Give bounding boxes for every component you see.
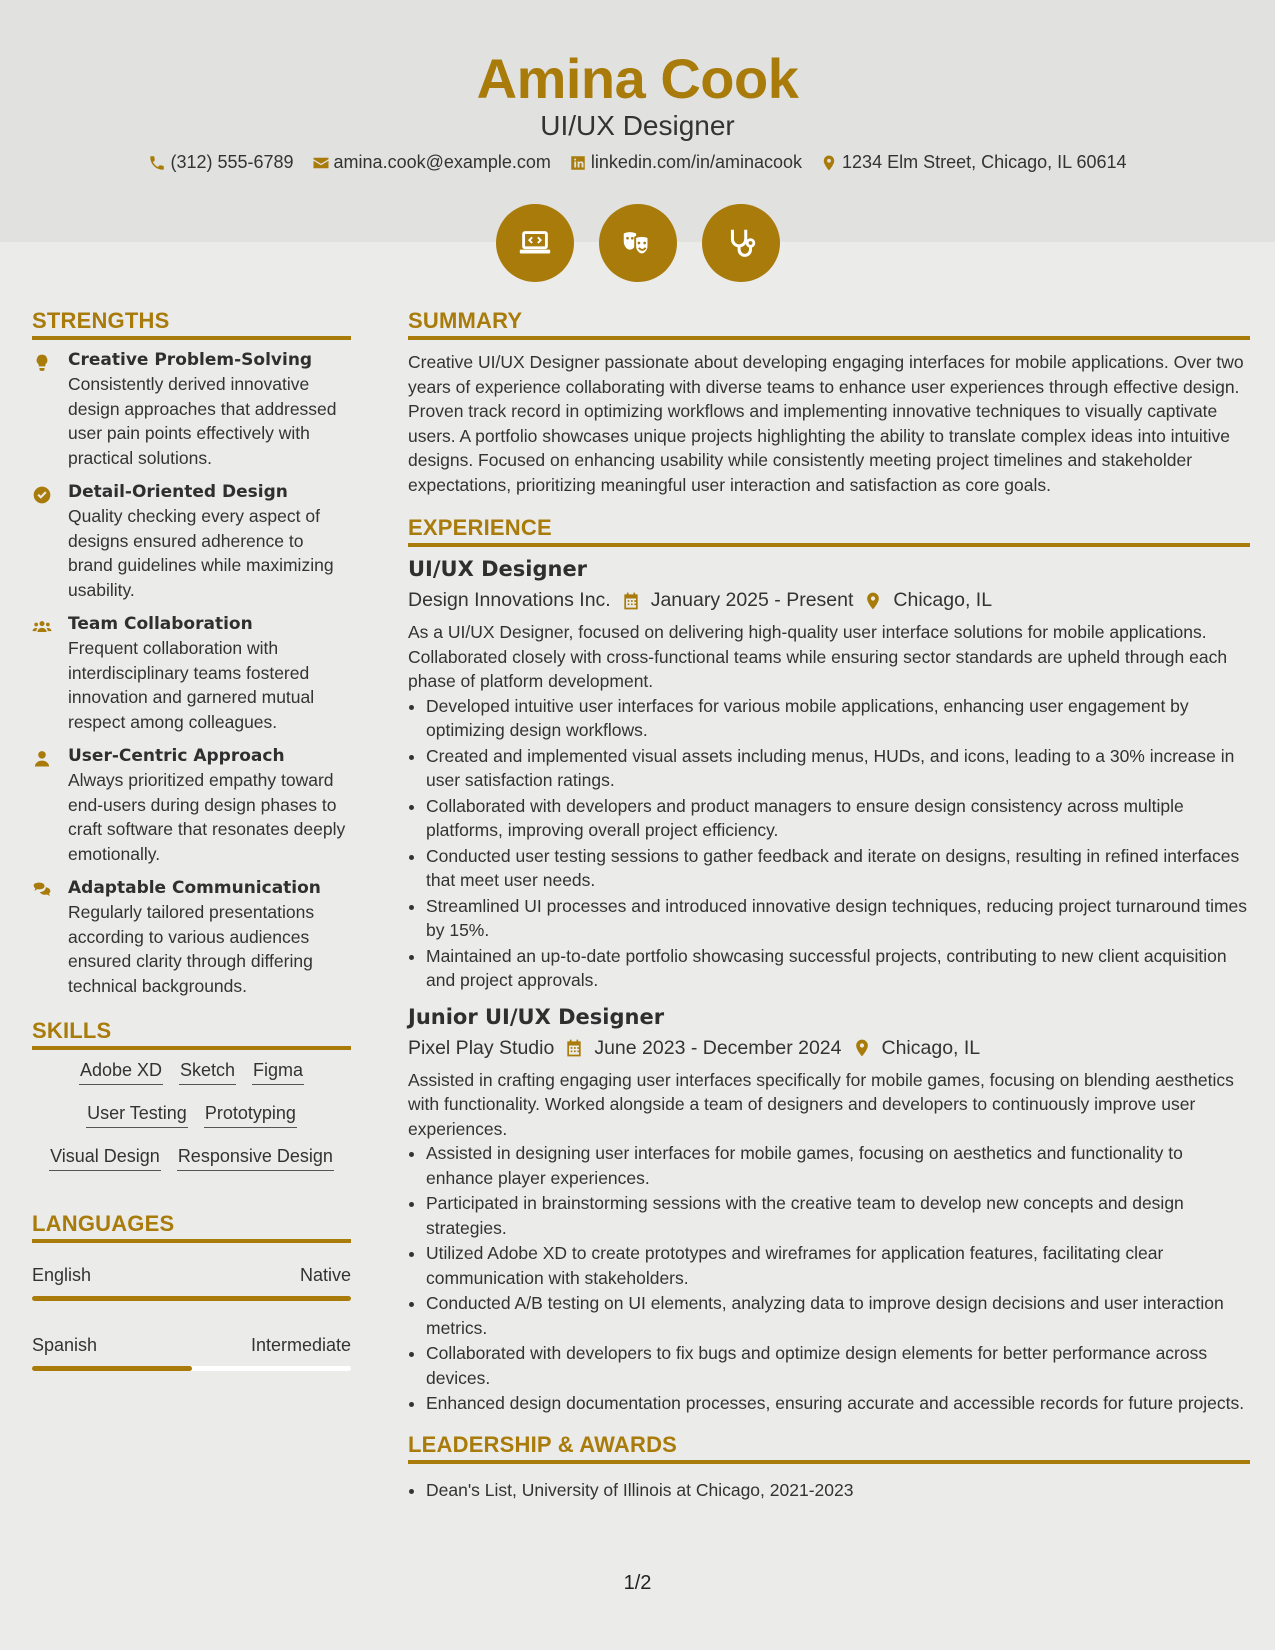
strength-title: Detail-Oriented Design <box>68 482 288 502</box>
candidate-name: Amina Cook <box>476 47 799 110</box>
calendar-icon <box>564 1038 584 1058</box>
list-item: • Conducted user testing sessions to gather feedback and iterate on designs, resulting in refined interfaces that meet user needs. <box>426 844 1250 893</box>
job-entry <box>408 557 1250 993</box>
language-item <box>32 1265 351 1301</box>
language-level: Intermediate <box>250 1335 351 1355</box>
job-meta <box>408 589 1250 612</box>
summary-text: Creative UI/UX Designer passionate about developing engaging interfaces for mobile applications. Over two years of experience collaborating with diverse teams to enhance user experiences through effective design. Proven track record in optimizing workflows and implementing innovative techniques to visually captivate users. A portfolio showcases unique projects highlighting the ability to translate complex ideas into intuitive designs. Focused on enhancing usability while consistently meeting project timelines and stakeholder expectations, prioritizing meaningful user interaction and satisfaction as core goals. <box>408 352 1244 495</box>
strength-desc: Quality checking every aspect of designs ensured adherence to brand guidelines while maximizing usability. <box>68 506 334 600</box>
check-circle-icon <box>32 485 52 505</box>
skill-tag: Adobe XD <box>79 1060 163 1085</box>
strength-item <box>32 614 351 734</box>
languages-heading: LANGUAGES <box>32 1211 351 1243</box>
interest-icons <box>0 204 1275 282</box>
strength-item <box>32 746 351 866</box>
language-bar <box>32 1366 351 1371</box>
strength-title: Adaptable Communication <box>68 878 321 898</box>
strength-item <box>32 350 351 470</box>
map-marker-icon <box>863 591 883 611</box>
map-marker-icon <box>852 1038 872 1058</box>
contact-linkedin[interactable] <box>569 152 802 173</box>
contact-phone[interactable] <box>148 152 293 173</box>
leadership-list <box>408 1478 1250 1503</box>
users-icon <box>32 617 52 637</box>
contact-phone-text: (312) 555-6789 <box>170 152 294 172</box>
envelope-icon <box>312 154 330 172</box>
contact-linkedin-text: linkedin.com/in/aminacook <box>590 152 803 172</box>
job-role: Junior UI/UX Designer <box>408 1004 665 1029</box>
stethoscope-icon <box>702 204 780 282</box>
contact-address <box>820 152 1127 173</box>
job-location: Chicago, IL <box>893 589 993 611</box>
language-bar-fill <box>32 1366 192 1371</box>
language-item <box>32 1335 351 1371</box>
list-item: • Collaborated with developers and product managers to ensure design consistency across multiple platforms, improving overall project efficiency. <box>426 794 1250 843</box>
job-company: Design Innovations Inc. <box>408 589 611 611</box>
job-company: Pixel Play Studio <box>408 1036 555 1059</box>
list-item: • Participated in brainstorming sessions with the creative team to develop new concepts and design strategies. <box>426 1191 1250 1240</box>
list-item: • Enhanced design documentation processes, ensuring accurate and accessible records for future projects. <box>426 1391 1250 1416</box>
experience-heading: EXPERIENCE <box>408 515 1250 547</box>
theater-masks-icon <box>599 204 677 282</box>
comments-icon <box>32 881 52 901</box>
right-column <box>408 308 1250 1503</box>
list-item: • Streamlined UI processes and introduced innovative design techniques, reducing project turnaround times by 15%. <box>426 894 1250 943</box>
list-item: • Created and implemented visual assets including menus, HUDs, and icons, leading to a 30% increase in user satisfaction ratings. <box>426 744 1250 793</box>
strength-title: Team Collaboration <box>68 614 253 634</box>
job-description: Assisted in crafting engaging user interfaces specifically for mobile games, focusing on blending aesthetics with functionality. Worked alongside a team of designers and developers to continuously improve user experiences. <box>408 1069 1234 1139</box>
skills-heading: SKILLS <box>32 1018 351 1050</box>
strength-item <box>32 878 351 998</box>
candidate-title: UI/UX Designer <box>540 110 735 141</box>
job-bullets <box>408 1141 1250 1416</box>
linkedin-icon <box>569 154 587 172</box>
job-entry <box>408 1005 1250 1416</box>
language-name: English <box>32 1265 92 1285</box>
strength-desc: Consistently derived innovative design approaches that addressed user pain points effectively with practical solutions. <box>68 374 337 468</box>
skills-list <box>32 1060 351 1171</box>
list-item: • Conducted A/B testing on UI elements, analyzing data to improve design decisions and user interaction metrics. <box>426 1291 1250 1340</box>
job-bullets <box>408 694 1250 993</box>
contact-bar <box>0 152 1275 173</box>
skill-tag: Responsive Design <box>177 1146 334 1171</box>
map-marker-icon <box>820 154 838 172</box>
strengths-heading: STRENGTHS <box>32 308 351 340</box>
left-column <box>32 308 351 1405</box>
job-dates: January 2025 - Present <box>650 589 854 611</box>
summary-heading: SUMMARY <box>408 308 1250 340</box>
strength-desc: Always prioritized empathy toward end-users during design phases to craft software that resonates deeply emotionally. <box>68 770 346 864</box>
strength-item <box>32 482 351 602</box>
list-item: • Assisted in designing user interfaces for mobile games, focusing on aesthetics and functionality to enhance player experiences. <box>426 1141 1250 1190</box>
page-number: 1/2 <box>623 1572 652 1594</box>
strength-desc: Regularly tailored presentations according to various audiences ensured clarity through differing technical backgrounds. <box>68 902 315 996</box>
language-bar-fill <box>32 1296 351 1301</box>
language-name: Spanish <box>32 1335 98 1355</box>
phone-icon <box>148 154 166 172</box>
list-item: • Maintained an up-to-date portfolio showcasing successful projects, contributing to new client acquisition and project approvals. <box>426 944 1250 993</box>
skill-tag: Visual Design <box>49 1146 161 1171</box>
languages-list <box>32 1265 351 1371</box>
job-description: As a UI/UX Designer, focused on delivering high-quality user interface solutions for mobile applications. Collaborated closely with cross-functional teams while ensuring sector standards are upheld through each phase of platform development. <box>408 622 1228 691</box>
contact-email[interactable] <box>312 152 551 173</box>
list-item: • Developed intuitive user interfaces for various mobile applications, enhancing user engagement by optimizing design workflows. <box>426 694 1250 743</box>
language-level: Native <box>299 1265 351 1285</box>
leadership-heading: LEADERSHIP & AWARDS <box>408 1432 1250 1464</box>
job-location: Chicago, IL <box>881 1036 981 1059</box>
list-item: • Collaborated with developers to fix bugs and optimize design elements for better performance across devices. <box>426 1341 1250 1390</box>
skill-tag: Figma <box>252 1060 304 1085</box>
job-meta <box>408 1037 1250 1060</box>
contact-address-text: 1234 Elm Street, Chicago, IL 60614 <box>842 152 1127 172</box>
list-item: • Dean's List, University of Illinois at Chicago, 2021-2023 <box>426 1478 1250 1503</box>
strength-title: Creative Problem-Solving <box>68 350 313 370</box>
user-icon <box>32 749 52 769</box>
lightbulb-icon <box>32 353 52 373</box>
list-item: • Utilized Adobe XD to create prototypes and wireframes for application features, facilitating clear communication with stakeholders. <box>426 1241 1250 1290</box>
job-role: UI/UX Designer <box>408 557 588 581</box>
skill-tag: Sketch <box>179 1060 236 1085</box>
job-dates: June 2023 - December 2024 <box>594 1036 842 1059</box>
strength-title: User-Centric Approach <box>68 746 285 766</box>
skill-tag: Prototyping <box>204 1103 297 1128</box>
contact-email-text: amina.cook@example.com <box>333 152 551 172</box>
language-bar <box>32 1296 351 1301</box>
strength-desc: Frequent collaboration with interdisciplinary teams fostered innovation and garnered mutual respect among colleagues. <box>68 638 315 732</box>
skill-tag: User Testing <box>86 1103 188 1128</box>
calendar-icon <box>621 591 641 611</box>
laptop-code-icon <box>496 204 574 282</box>
